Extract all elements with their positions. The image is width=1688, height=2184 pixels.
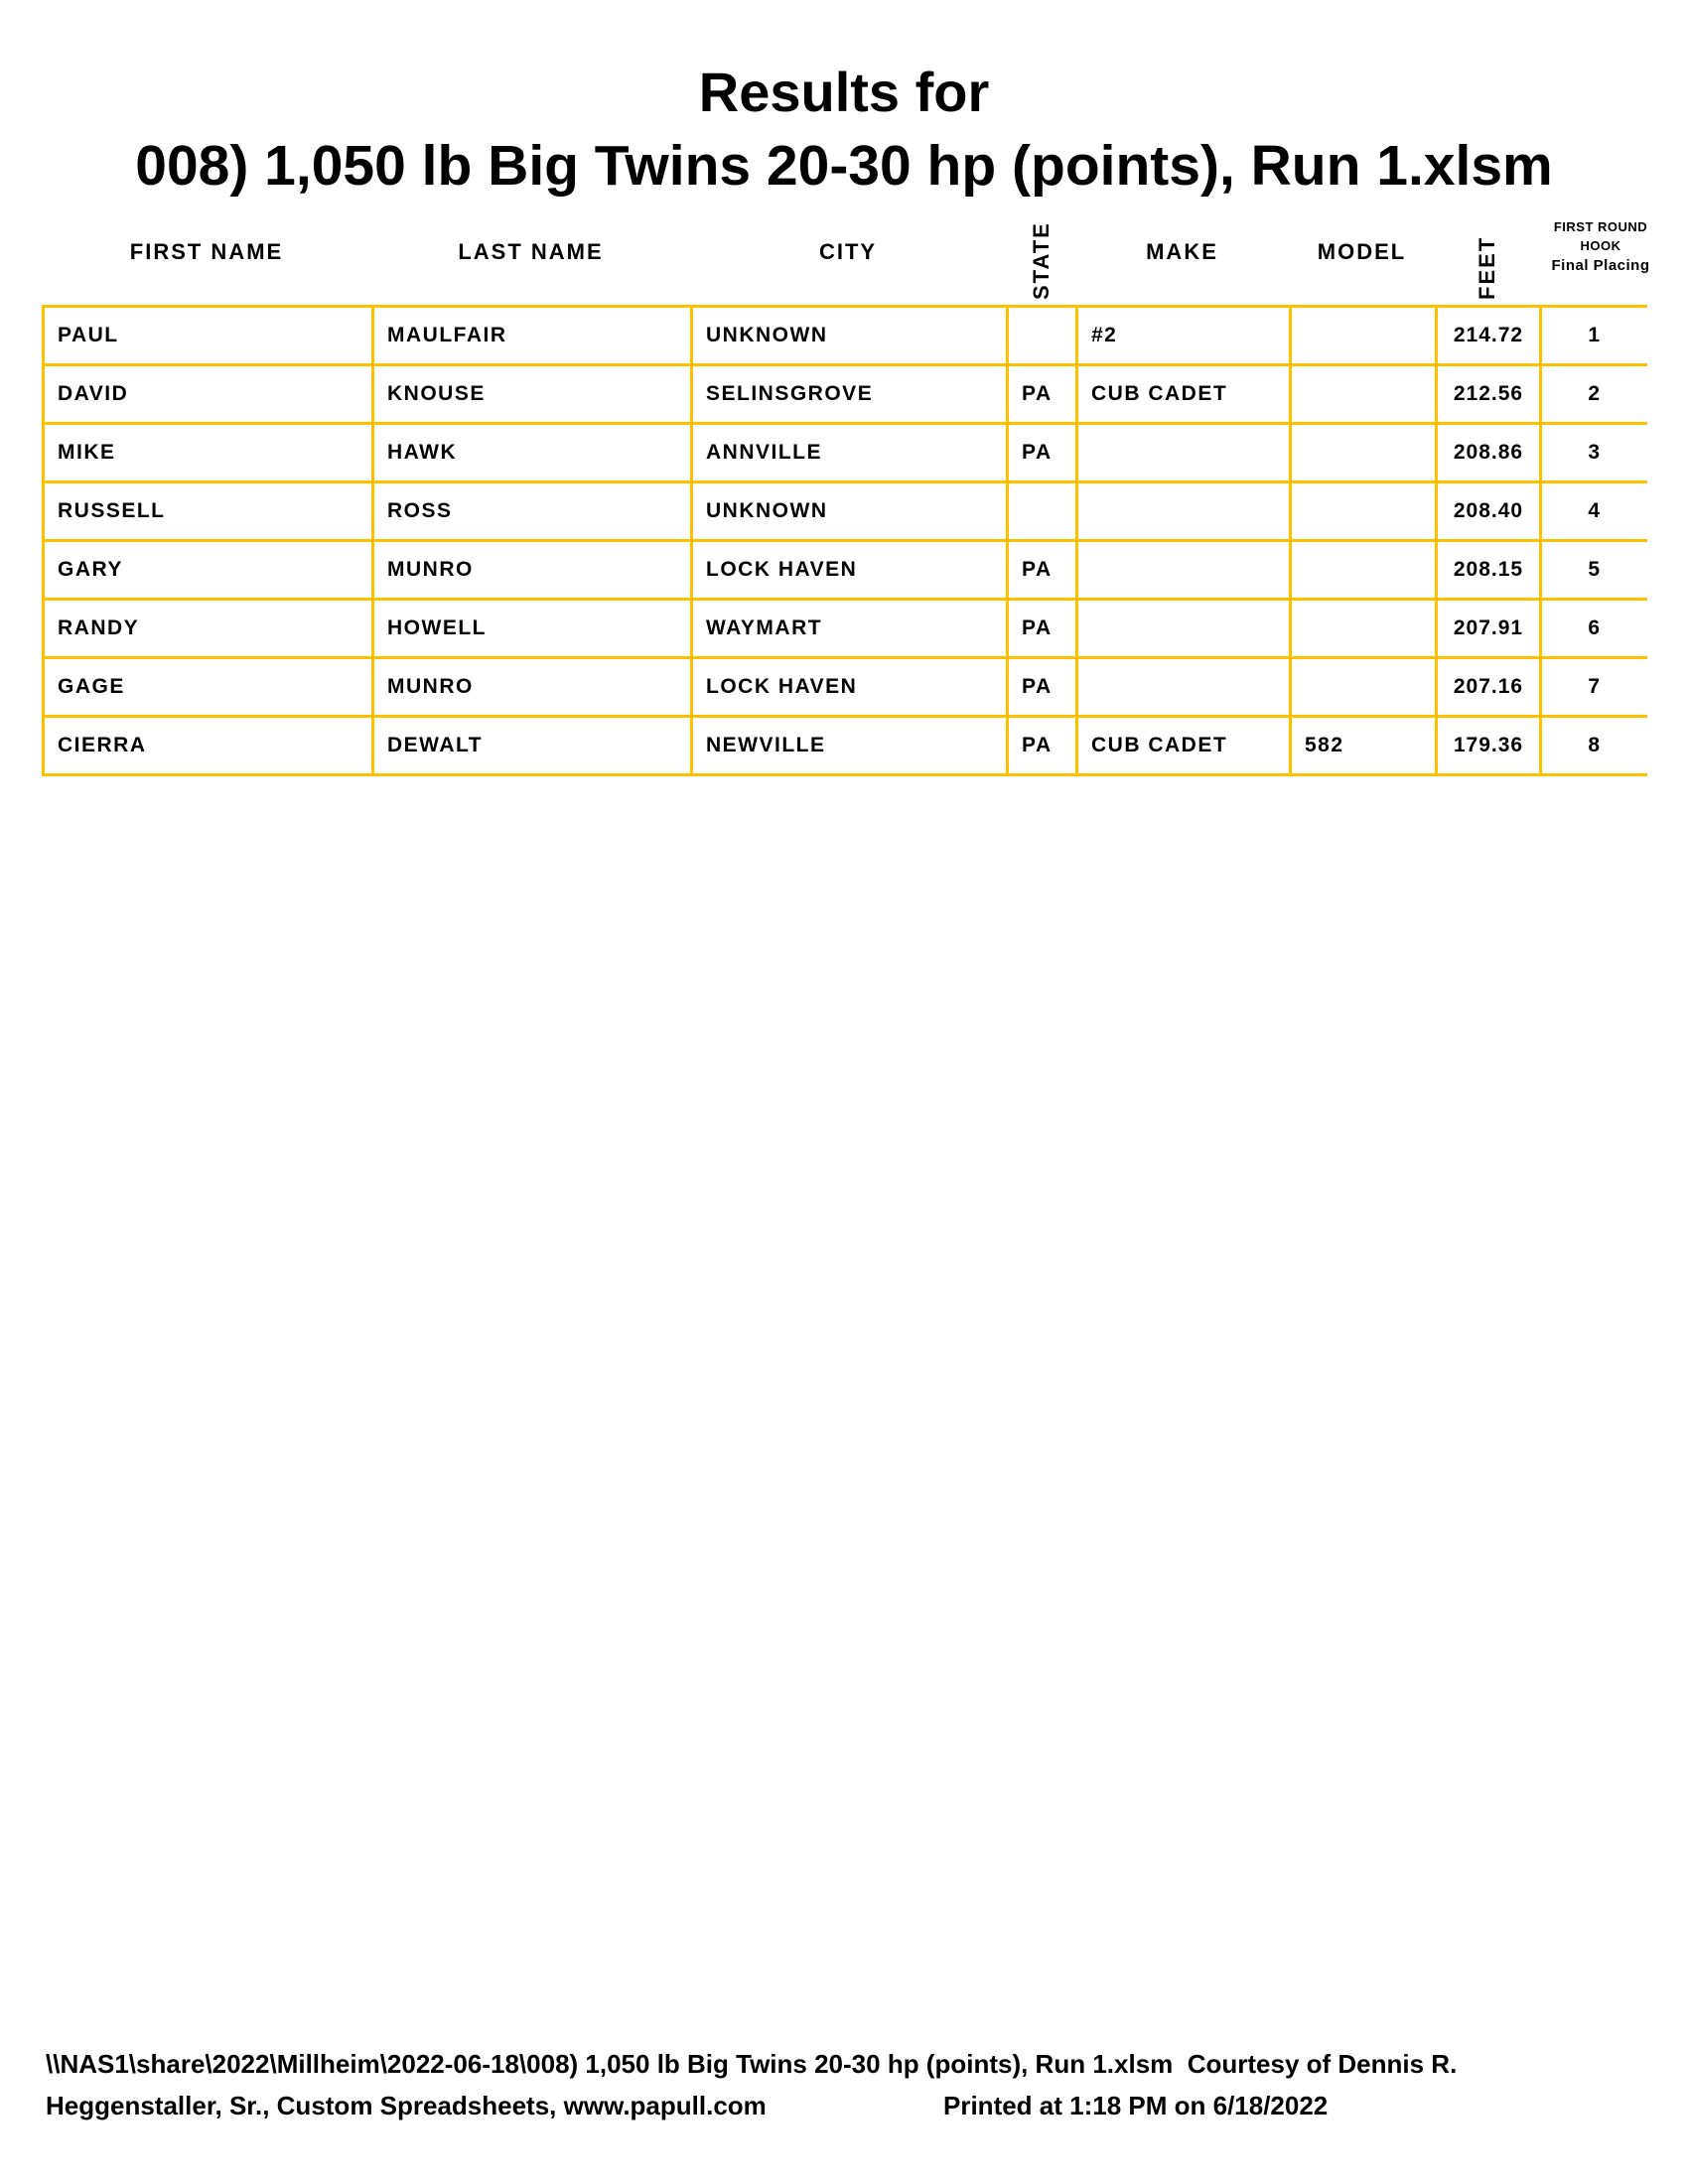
- cell-make: [1077, 658, 1291, 717]
- cell-feet: 179.36: [1437, 717, 1541, 775]
- cell-city: UNKNOWN: [692, 307, 1008, 365]
- cell-first-name: CIERRA: [44, 717, 373, 775]
- cell-city: ANNVILLE: [692, 424, 1008, 482]
- footer-credit: Heggenstaller, Sr., Custom Spreadsheets, www.papull.com: [46, 2091, 767, 2120]
- cell-make: #2: [1077, 307, 1291, 365]
- cell-state: [1008, 307, 1077, 365]
- cell-last-name: HOWELL: [373, 600, 692, 658]
- col-header-final-placing-label: Final Placing: [1551, 257, 1650, 274]
- col-header-city: CITY: [818, 239, 878, 264]
- table-row: [44, 600, 1647, 658]
- cell-feet: 207.16: [1437, 658, 1541, 717]
- cell-make: CUB CADET: [1077, 365, 1291, 424]
- col-header-make: MAKE: [1146, 239, 1218, 264]
- page-title-line2: 008) 1,050 lb Big Twins 20-30 hp (points), Run 1.xlsm: [135, 134, 1553, 198]
- col-header-feet-rotated: FEET: [1475, 235, 1499, 300]
- cell-city: NEWVILLE: [692, 717, 1008, 775]
- cell-model: [1291, 658, 1437, 717]
- cell-last-name: ROSS: [373, 482, 692, 541]
- cell-model: [1291, 541, 1437, 600]
- footer-file-path: \\NAS1\share\2022\Millheim\2022-06-18\008) 1,050 lb Big Twins 20-30 hp (points), Run 1.xlsm Courtesy of Dennis R.: [46, 2049, 1458, 2079]
- col-header-state-rotated: STATE: [1029, 221, 1054, 300]
- col-header-model: MODEL: [1317, 239, 1407, 264]
- table-row: [44, 424, 1647, 482]
- cell-make: CUB CADET: [1077, 717, 1291, 775]
- table-row: [44, 658, 1647, 717]
- cell-first-name: RANDY: [44, 600, 373, 658]
- cell-first-name: PAUL: [44, 307, 373, 365]
- footer-printed-timestamp: Printed at 1:18 PM on 6/18/2022: [943, 2091, 1329, 2120]
- cell-state: PA: [1008, 600, 1077, 658]
- cell-placing: 8: [1541, 717, 1647, 775]
- cell-state: PA: [1008, 658, 1077, 717]
- col-header-hook: HOOK: [1580, 238, 1621, 253]
- cell-feet: 214.72: [1437, 307, 1541, 365]
- cell-last-name: KNOUSE: [373, 365, 692, 424]
- cell-model: 582: [1291, 717, 1437, 775]
- cell-model: [1291, 482, 1437, 541]
- cell-feet: 207.91: [1437, 600, 1541, 658]
- cell-model: [1291, 600, 1437, 658]
- cell-placing: 7: [1541, 658, 1647, 717]
- cell-city: LOCK HAVEN: [692, 541, 1008, 600]
- cell-feet: 208.86: [1437, 424, 1541, 482]
- col-header-final-placing: [1517, 217, 1684, 276]
- cell-model: [1291, 307, 1437, 365]
- cell-first-name: MIKE: [44, 424, 373, 482]
- cell-model: [1291, 424, 1437, 482]
- cell-model: [1291, 365, 1437, 424]
- cell-city: WAYMART: [692, 600, 1008, 658]
- cell-placing: 2: [1541, 365, 1647, 424]
- cell-make: [1077, 541, 1291, 600]
- cell-state: PA: [1008, 365, 1077, 424]
- cell-state: PA: [1008, 541, 1077, 600]
- col-header-first-round: FIRST ROUND: [1553, 219, 1648, 234]
- cell-placing: 3: [1541, 424, 1647, 482]
- cell-last-name: MUNRO: [373, 541, 692, 600]
- cell-placing: 6: [1541, 600, 1647, 658]
- cell-feet: 208.40: [1437, 482, 1541, 541]
- cell-make: [1077, 424, 1291, 482]
- cell-first-name: RUSSELL: [44, 482, 373, 541]
- cell-last-name: MUNRO: [373, 658, 692, 717]
- cell-first-name: GAGE: [44, 658, 373, 717]
- cell-first-name: DAVID: [44, 365, 373, 424]
- cell-last-name: MAULFAIR: [373, 307, 692, 365]
- cell-last-name: HAWK: [373, 424, 692, 482]
- table-row: [44, 541, 1647, 600]
- page-title-line1: Results for: [698, 61, 990, 123]
- cell-placing: 1: [1541, 307, 1647, 365]
- cell-feet: 212.56: [1437, 365, 1541, 424]
- cell-last-name: DEWALT: [373, 717, 692, 775]
- col-header-last-name: LAST NAME: [458, 239, 604, 264]
- table-row: [44, 307, 1647, 365]
- table-row: [44, 717, 1647, 775]
- table-row: [44, 482, 1647, 541]
- col-header-first-name: FIRST NAME: [129, 239, 284, 264]
- cell-city: LOCK HAVEN: [692, 658, 1008, 717]
- cell-state: PA: [1008, 717, 1077, 775]
- cell-placing: 5: [1541, 541, 1647, 600]
- cell-city: UNKNOWN: [692, 482, 1008, 541]
- cell-state: [1008, 482, 1077, 541]
- cell-first-name: GARY: [44, 541, 373, 600]
- cell-make: [1077, 600, 1291, 658]
- cell-feet: 208.15: [1437, 541, 1541, 600]
- table-row: [44, 365, 1647, 424]
- cell-state: PA: [1008, 424, 1077, 482]
- cell-placing: 4: [1541, 482, 1647, 541]
- cell-city: SELINSGROVE: [692, 365, 1008, 424]
- results-table: [42, 305, 1647, 776]
- cell-make: [1077, 482, 1291, 541]
